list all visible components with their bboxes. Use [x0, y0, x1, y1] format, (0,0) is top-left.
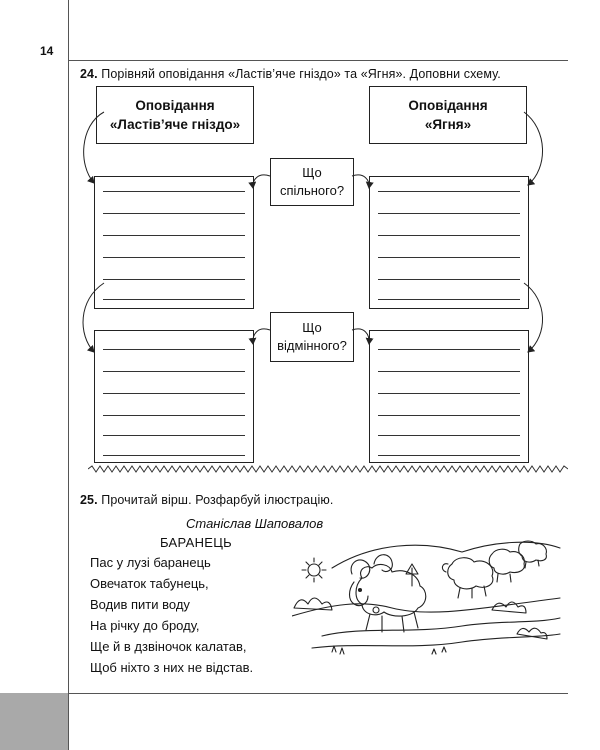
task-25-heading: [80, 493, 333, 507]
river-line: [322, 618, 560, 636]
answer-line: [378, 257, 520, 258]
answer-line: [378, 371, 520, 372]
river-line: [312, 634, 560, 648]
task-24-heading: [80, 67, 501, 81]
arrow-common-right: [352, 175, 369, 188]
answer-line: [378, 279, 520, 280]
coloring-illustration[interactable]: [292, 538, 562, 663]
left-common-answer-box[interactable]: [94, 176, 254, 309]
poem-line: Овечаток табунець,: [90, 576, 209, 591]
right-story-box: [369, 86, 527, 144]
left-story-title: «Ластів’яче гніздо»: [109, 117, 241, 132]
poem-line: Пас у лузі баранець: [90, 555, 211, 570]
answer-line: [103, 349, 245, 350]
left-story-box: [96, 86, 254, 144]
bush-icon: [294, 598, 332, 610]
poem-line: Водив пити воду: [90, 597, 190, 612]
sheep-icon: [519, 541, 547, 568]
different-question-line2: відмінного?: [277, 338, 347, 353]
task-24-instruction: Порівняй оповідання «Ластів’яче гніздо» та «Ягня». Доповни схему.: [101, 67, 501, 81]
answer-line: [378, 415, 520, 416]
grass-icon: [332, 646, 446, 654]
common-question-box: [270, 158, 354, 206]
poem-title: БАРАНЕЦЬ: [160, 535, 232, 550]
page-number: 14: [40, 44, 54, 58]
right-common-answer-box[interactable]: [369, 176, 529, 309]
different-question-line1: Що: [302, 320, 322, 335]
tree-icon: [406, 564, 418, 586]
different-question-box: [270, 312, 354, 362]
poem-author: Станіслав Шаповалов: [186, 516, 324, 531]
answer-line: [103, 299, 245, 300]
answer-line: [103, 191, 245, 192]
left-different-answer-box[interactable]: [94, 330, 254, 463]
sheep-icon: [442, 558, 493, 598]
answer-line: [378, 299, 520, 300]
answer-line: [378, 393, 520, 394]
answer-line: [103, 213, 245, 214]
common-question-line2: спільного?: [279, 183, 345, 198]
right-story-label: Оповідання: [408, 98, 488, 113]
answer-line: [103, 455, 245, 456]
answer-line: [103, 257, 245, 258]
poem-text: [90, 552, 253, 678]
task-25-instruction: Прочитай вірш. Розфарбуй ілюстрацію.: [101, 493, 334, 507]
answer-line: [378, 213, 520, 214]
answer-line: [378, 435, 520, 436]
poem-line: Щоб ніхто з них не відстав.: [90, 660, 254, 675]
answer-line: [378, 349, 520, 350]
arrow-different-right: [352, 329, 369, 344]
answer-line: [378, 191, 520, 192]
sheep-icon: [489, 549, 524, 582]
answer-line: [378, 235, 520, 236]
answer-line: [103, 279, 245, 280]
answer-line: [103, 371, 245, 372]
margin-line: [68, 0, 69, 750]
poem-line: На річку до броду,: [90, 618, 200, 633]
answer-line: [378, 455, 520, 456]
bottom-rule: [68, 693, 568, 694]
arrow-common-left: [253, 175, 270, 188]
task-25-number: 25.: [80, 493, 98, 507]
common-question-line1: Що: [302, 165, 322, 180]
task-24-number: 24.: [80, 67, 98, 81]
zigzag-divider: [88, 464, 568, 474]
sun-icon: [302, 558, 326, 582]
left-story-label: Оповідання: [135, 98, 215, 113]
right-different-answer-box[interactable]: [369, 330, 529, 463]
poem-line: Ще й в дзвіночок калатав,: [90, 639, 247, 654]
gray-margin-band: [0, 693, 68, 750]
answer-line: [103, 235, 245, 236]
answer-line: [103, 415, 245, 416]
answer-line: [103, 393, 245, 394]
right-story-title: «Ягня»: [424, 117, 472, 132]
meadow-line: [292, 598, 560, 616]
ram-icon: [350, 555, 426, 632]
arrow-different-left: [253, 329, 270, 344]
top-rule: [68, 60, 568, 61]
answer-line: [103, 435, 245, 436]
